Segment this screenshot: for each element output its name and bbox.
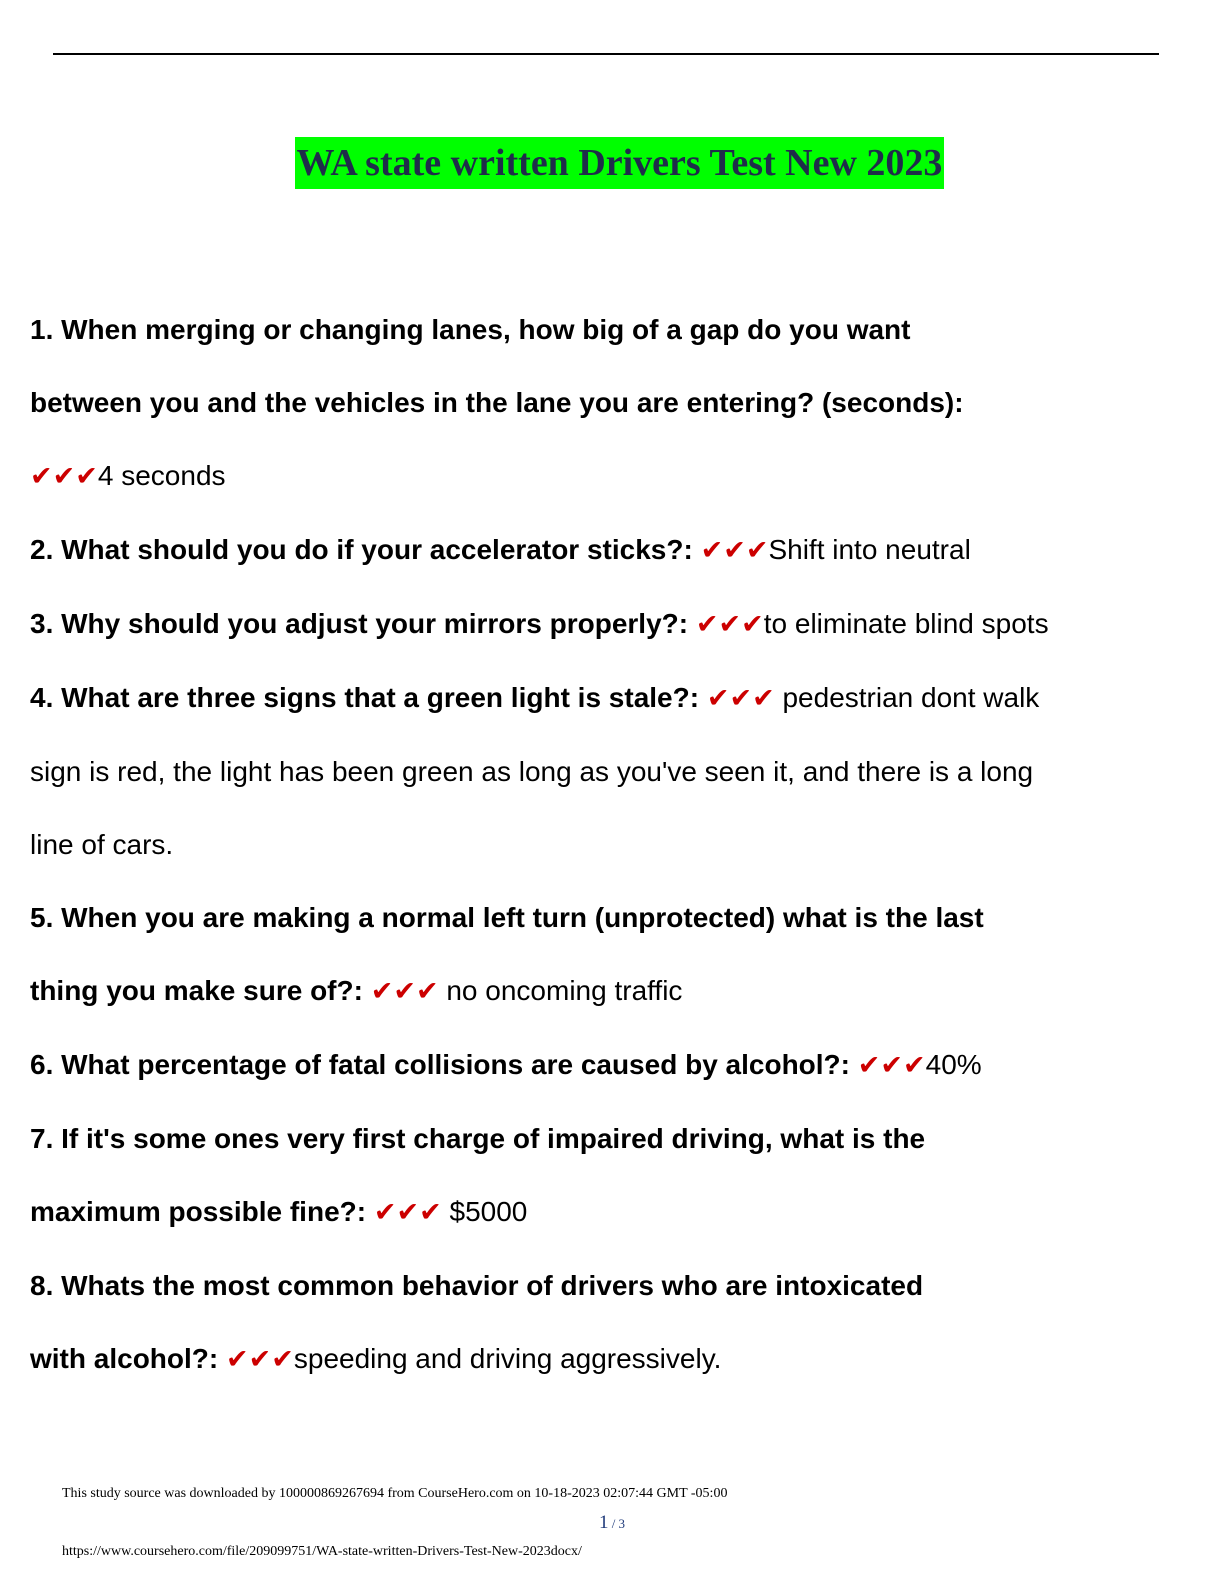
check-mark-icon: ✔✔✔ <box>30 461 98 492</box>
question-list <box>30 293 1210 1396</box>
question-5-text-2: thing you make sure of?: <box>30 975 371 1006</box>
footer-url: https://www.coursehero.com/file/209099751/WA-state-written-Drivers-Test-New-2023docx/ <box>62 1544 582 1559</box>
check-mark-icon: ✔✔✔ <box>370 976 439 1007</box>
question-1-text-1: 1. When merging or changing lanes, how big of a gap do you want <box>30 314 911 345</box>
page-current: 1 <box>598 1512 609 1533</box>
answer-3: to eliminate blind spots <box>763 608 1049 639</box>
answer-1: 4 seconds <box>97 460 226 491</box>
question-8-line-1 <box>30 1249 1210 1322</box>
answer-4-line-2 <box>30 735 1210 808</box>
question-3-text: 3. Why should you adjust your mirrors properly?: <box>30 608 696 639</box>
page-indicator <box>0 1512 1224 1534</box>
question-8-line-2 <box>30 1322 1210 1396</box>
answer-4-part-2: sign is red, the light has been green as long as you've seen it, and there is a long <box>30 756 1034 787</box>
footer-source-note: This study source was downloaded by 100000869267694 from CourseHero.com on 10-18-2023 02:07:44 GMT -05:00 <box>62 1486 728 1501</box>
answer-6: 40% <box>925 1049 982 1080</box>
question-7-line-2 <box>30 1175 1210 1249</box>
answer-4-line-3 <box>30 808 1210 881</box>
check-mark-icon: ✔✔✔ <box>695 609 764 640</box>
page-total: / 3 <box>608 1516 626 1531</box>
question-5-line-2 <box>30 954 1210 1028</box>
answer-2: Shift into neutral <box>768 534 971 565</box>
question-5-text-1: 5. When you are making a normal left turn (unprotected) what is the last <box>30 902 984 933</box>
question-1-line-2 <box>30 366 1210 439</box>
check-mark-icon: ✔✔✔ <box>700 535 769 566</box>
question-8-text-2: with alcohol?: <box>30 1343 226 1374</box>
check-mark-icon: ✔✔✔ <box>373 1197 442 1228</box>
question-4-text: 4. What are three signs that a green light is stale?: <box>30 682 707 713</box>
answer-1-line <box>30 439 1210 513</box>
check-mark-icon: ✔✔✔ <box>226 1344 294 1375</box>
question-7-line-1 <box>30 1102 1210 1175</box>
check-mark-icon: ✔✔✔ <box>857 1050 926 1081</box>
answer-7: $5000 <box>441 1196 528 1227</box>
answer-4-part-1: pedestrian dont walk <box>774 682 1040 713</box>
question-2-text: 2. What should you do if your accelerator sticks?: <box>30 534 701 565</box>
check-mark-icon: ✔✔✔ <box>706 683 775 714</box>
question-1-line-1 <box>30 293 1210 366</box>
top-rule <box>53 53 1159 55</box>
question-3-line <box>30 587 1210 661</box>
question-8-text-1: 8. Whats the most common behavior of drivers who are intoxicated <box>30 1270 924 1301</box>
answer-5: no oncoming traffic <box>438 975 683 1006</box>
question-5-line-1 <box>30 881 1210 954</box>
question-6-line <box>30 1028 1210 1102</box>
question-1-text-2: between you and the vehicles in the lane you are entering? (seconds): <box>30 387 964 418</box>
question-6-text: 6. What percentage of fatal collisions are caused by alcohol?: <box>30 1049 858 1080</box>
question-7-text-1: 7. If it's some ones very first charge of impaired driving, what is the <box>30 1123 926 1154</box>
question-2-line <box>30 513 1210 587</box>
document-title: WA state written Drivers Test New 2023 <box>295 137 945 189</box>
question-7-text-2: maximum possible fine?: <box>30 1196 374 1227</box>
answer-8: speeding and driving aggressively. <box>293 1343 722 1374</box>
question-4-line <box>30 661 1210 735</box>
title-container <box>0 137 1224 189</box>
answer-4-part-3: line of cars. <box>30 829 174 860</box>
